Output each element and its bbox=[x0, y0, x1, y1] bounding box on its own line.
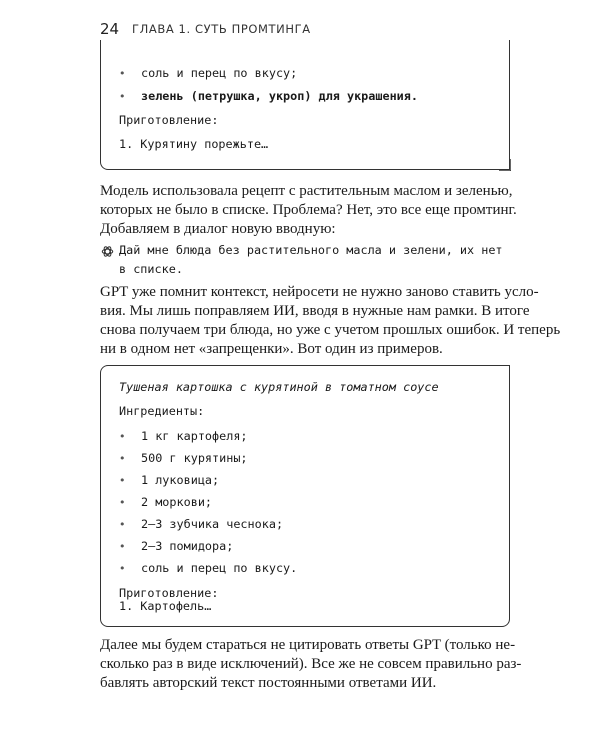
bullet: • bbox=[119, 540, 126, 553]
recipe-title: Тушеная картошка с курятиной в томатном соусе bbox=[119, 380, 439, 394]
preparation-step: 1. Курятину порежьте… bbox=[119, 137, 269, 151]
text-line: ни в одном нет «запрещенки». Вот один из примеров. bbox=[100, 341, 443, 357]
bullet: • bbox=[119, 90, 126, 103]
bullet: • bbox=[119, 452, 126, 465]
response-box-continued bbox=[100, 40, 510, 170]
ingredient-item: 1 кг картофеля; bbox=[141, 429, 248, 443]
chapter-title: ГЛАВА 1. СУТЬ ПРОМТИНГА bbox=[132, 22, 311, 36]
bullet: • bbox=[119, 562, 126, 575]
ingredient-item: соль и перец по вкусу. bbox=[141, 561, 298, 575]
ingredient-item: 2 моркови; bbox=[141, 495, 213, 509]
bullet: • bbox=[119, 430, 126, 443]
body-paragraph bbox=[100, 283, 561, 359]
page-number: 24 bbox=[100, 20, 120, 38]
bullet: • bbox=[119, 67, 126, 80]
text-line: бавлять авторский текст постоянными ответами ИИ. bbox=[100, 675, 437, 691]
text-line: снова получаем три блюда, но уже с учетом прошлых ошибок. И теперь bbox=[100, 322, 561, 338]
prompt-line: в списке. bbox=[119, 262, 183, 276]
ingredient-item: зелень (петрушка, укроп) для украшения. bbox=[141, 89, 418, 103]
gpt-icon bbox=[101, 245, 114, 258]
ingredients-label: Ингредиенты: bbox=[119, 404, 205, 418]
ingredient-item: 2–3 зубчика чеснока; bbox=[141, 517, 284, 531]
preparation-label: Приготовление: bbox=[119, 586, 219, 600]
text-line: сколько раз в виде исключений). Все же не совсем правильно раз- bbox=[100, 656, 522, 672]
text-line: Далее мы будем стараться не цитировать ответы GPT (только не- bbox=[100, 637, 516, 653]
ingredient-item: 500 г курятины; bbox=[141, 451, 248, 465]
text-line: вия. Мы лишь поправляем ИИ, вводя в нужные нам рамки. В итоге bbox=[100, 303, 530, 319]
ingredient-item: 2–3 помидора; bbox=[141, 539, 234, 553]
speech-bubble-tail bbox=[499, 159, 511, 171]
bullet: • bbox=[119, 496, 126, 509]
text-line: которых не было в списке. Проблема? Нет, это все еще промтинг. bbox=[100, 202, 517, 218]
ingredient-item: 1 луковица; bbox=[141, 473, 220, 487]
text-line: Добавляем в диалог новую вводную: bbox=[100, 221, 336, 237]
preparation-label: Приготовление: bbox=[119, 113, 219, 127]
ingredient-item: соль и перец по вкусу; bbox=[141, 66, 298, 80]
text-line: Модель использовала рецепт с растительным маслом и зеленью, bbox=[100, 183, 513, 199]
prompt-line: Дай мне блюда без растительного масла и зелени, их нет bbox=[119, 243, 503, 257]
bullet: • bbox=[119, 518, 126, 531]
text-line: GPT уже помнит контекст, нейросети не нужно заново ставить усло- bbox=[100, 284, 539, 300]
preparation-step: 1. Картофель… bbox=[119, 599, 212, 613]
body-paragraph bbox=[100, 182, 517, 239]
body-paragraph bbox=[100, 636, 522, 693]
bullet: • bbox=[119, 474, 126, 487]
recipe-response-box bbox=[100, 365, 510, 627]
